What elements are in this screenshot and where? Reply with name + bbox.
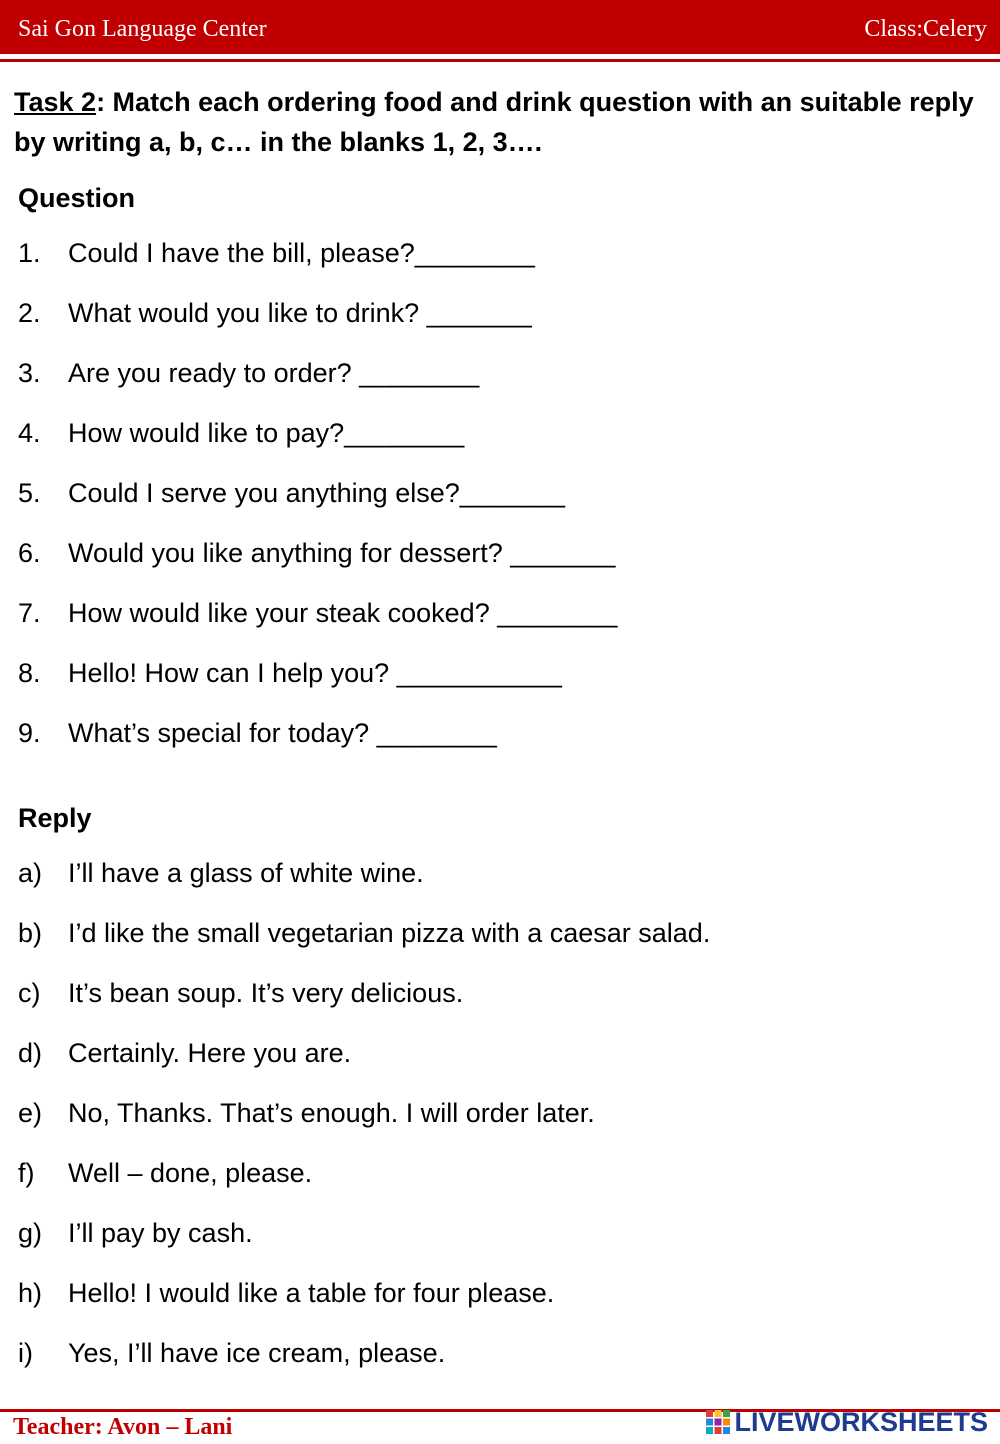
question-number: 5. bbox=[18, 478, 41, 508]
reply-letter: i) bbox=[18, 1338, 33, 1368]
liveworksheets-brand: LIVEWORKSHEETS bbox=[734, 1406, 988, 1437]
question-number: 1. bbox=[18, 238, 41, 268]
question-section-title: Question bbox=[18, 183, 136, 213]
question-list bbox=[18, 238, 978, 778]
reply-item bbox=[18, 918, 978, 978]
reply-text: It’s bean soup. It’s very delicious. bbox=[68, 978, 464, 1008]
question-number: 7. bbox=[18, 598, 41, 628]
reply-letter: b) bbox=[18, 918, 43, 948]
reply-text: I’d like the small vegetarian pizza with a caesar salad. bbox=[68, 918, 711, 948]
reply-item bbox=[18, 1218, 978, 1278]
reply-text: I’ll have a glass of white wine. bbox=[68, 858, 424, 888]
question-number: 4. bbox=[18, 418, 41, 448]
reply-letter: e) bbox=[18, 1098, 43, 1128]
question-text: How would like to pay?________ bbox=[68, 418, 465, 448]
reply-text: Hello! I would like a table for four please. bbox=[68, 1278, 555, 1308]
question-text: What’s special for today? ________ bbox=[68, 718, 497, 748]
question-item bbox=[18, 598, 978, 658]
question-number: 3. bbox=[18, 358, 41, 388]
reply-letter: a) bbox=[18, 858, 43, 888]
center-name: Sai Gon Language Center bbox=[18, 16, 267, 42]
reply-text: Yes, I’ll have ice cream, please. bbox=[68, 1338, 446, 1368]
question-item bbox=[18, 358, 978, 418]
class-name: Class:Celery bbox=[864, 16, 987, 42]
question-item bbox=[18, 718, 978, 778]
reply-list bbox=[18, 858, 978, 1398]
question-text: What would you like to drink? _______ bbox=[68, 298, 532, 328]
reply-item bbox=[18, 978, 978, 1038]
header-divider bbox=[0, 59, 1000, 62]
question-text: Would you like anything for dessert? _______ bbox=[68, 538, 616, 568]
question-text: Hello! How can I help you? ___________ bbox=[68, 658, 562, 688]
question-item bbox=[18, 478, 978, 538]
reply-text: I’ll pay by cash. bbox=[68, 1218, 253, 1248]
reply-item bbox=[18, 1158, 978, 1218]
reply-letter: d) bbox=[18, 1038, 43, 1068]
reply-text: Certainly. Here you are. bbox=[68, 1038, 352, 1068]
reply-text: No, Thanks. That’s enough. I will order later. bbox=[68, 1098, 595, 1128]
question-item bbox=[18, 538, 978, 598]
liveworksheets-logo-icon bbox=[705, 1409, 731, 1435]
reply-text: Well – done, please. bbox=[68, 1158, 313, 1188]
task-label: Task 2 bbox=[14, 87, 97, 117]
reply-section-title: Reply bbox=[18, 803, 92, 833]
question-number: 6. bbox=[18, 538, 41, 568]
reply-item bbox=[18, 1278, 978, 1338]
reply-letter: h) bbox=[18, 1278, 43, 1308]
question-number: 9. bbox=[18, 718, 41, 748]
question-item bbox=[18, 418, 978, 478]
question-text: Could I have the bill, please?________ bbox=[68, 238, 535, 268]
question-item bbox=[18, 298, 978, 358]
reply-item bbox=[18, 1338, 978, 1398]
header-bar bbox=[0, 0, 1000, 54]
question-text: Could I serve you anything else?_______ bbox=[68, 478, 565, 508]
question-number: 8. bbox=[18, 658, 41, 688]
question-item bbox=[18, 238, 978, 298]
question-text: How would like your steak cooked? ________ bbox=[68, 598, 618, 628]
teacher-name: Teacher: Avon – Lani bbox=[13, 1414, 233, 1440]
reply-letter: f) bbox=[18, 1158, 35, 1188]
reply-item bbox=[18, 1098, 978, 1158]
reply-letter: g) bbox=[18, 1218, 43, 1248]
reply-item bbox=[18, 858, 978, 918]
task-text: : Match each ordering food and drink question with an suitable reply by writing a, b, c… in the blanks 1, 2, 3…. bbox=[14, 87, 974, 157]
reply-item bbox=[18, 1038, 978, 1098]
question-number: 2. bbox=[18, 298, 41, 328]
question-text: Are you ready to order? ________ bbox=[68, 358, 480, 388]
task-instruction bbox=[14, 82, 989, 162]
liveworksheets-link[interactable] bbox=[705, 1405, 988, 1439]
question-item bbox=[18, 658, 978, 718]
reply-letter: c) bbox=[18, 978, 41, 1008]
